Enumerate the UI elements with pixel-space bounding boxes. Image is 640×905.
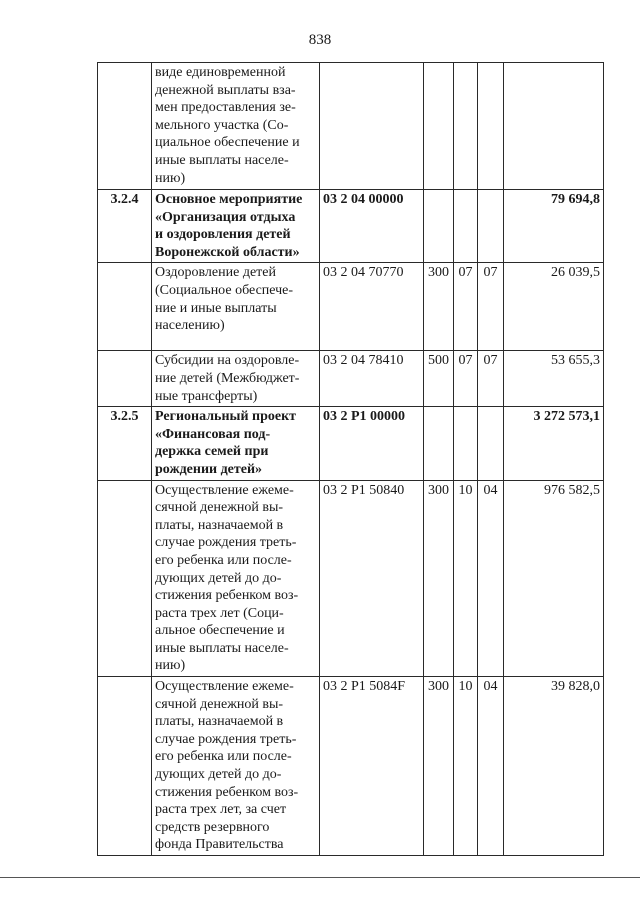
row-name-line: Основное мероприятие — [155, 192, 303, 207]
row-name-cell — [152, 407, 320, 480]
bottom-rule — [0, 877, 640, 878]
row-number-cell — [98, 480, 152, 677]
row-name-line: (Социальное обеспече- — [155, 282, 294, 298]
row-name-cell — [152, 190, 320, 263]
row-name-line: дующих детей до до- — [155, 767, 282, 783]
row-name-cell — [152, 677, 320, 856]
row-name-line: Воронежской области» — [155, 244, 300, 260]
expense-type-cell: 500 — [424, 351, 454, 407]
section-cell — [454, 63, 478, 190]
subsection-cell: 04 — [478, 480, 504, 677]
row-name-line: платы, назначаемой в — [155, 517, 284, 533]
table-row — [98, 480, 604, 677]
amount-cell: 3 272 573,1 — [504, 407, 604, 480]
row-name-line: мен предоставления зе- — [155, 100, 296, 116]
row-name-line: фонда Правительства — [155, 837, 284, 853]
budget-code-cell — [320, 63, 424, 190]
expense-type-cell: 300 — [424, 480, 454, 677]
row-name-line: сячной денежной вы- — [155, 696, 284, 712]
row-name-line: держка семей при — [155, 444, 269, 460]
amount-cell — [504, 63, 604, 190]
expense-type-cell — [424, 190, 454, 263]
page-number: 838 — [308, 32, 332, 48]
subsection-cell: 07 — [478, 351, 504, 407]
row-name-line: Осуществление ежеме- — [155, 679, 294, 695]
row-name-line: раста трех лет (Соци- — [155, 605, 284, 621]
row-name-line: ные трансферты) — [155, 388, 258, 404]
row-name-line: Оздоровление детей — [155, 265, 276, 281]
row-name-line: случае рождения треть- — [155, 535, 297, 551]
row-name-cell — [152, 63, 320, 190]
section-cell: 07 — [454, 351, 478, 407]
amount-cell: 79 694,8 — [504, 190, 604, 263]
row-number-cell — [98, 351, 152, 407]
row-name-cell — [152, 480, 320, 677]
budget-code-cell: 03 2 04 70770 — [320, 263, 424, 351]
row-name-line: денежной выплаты вза- — [155, 82, 296, 98]
table-row — [98, 351, 604, 407]
row-name-line: Субсидии на оздоровле- — [155, 353, 300, 369]
row-name-line: мельного участка (Со- — [155, 117, 289, 133]
row-name-line: виде единовременной — [155, 65, 286, 80]
row-name-line: нию) — [155, 658, 186, 674]
row-name-line: стижения ребенком воз- — [155, 588, 299, 604]
table-row — [98, 63, 604, 190]
row-number-cell — [98, 677, 152, 856]
row-name-cell — [152, 351, 320, 407]
row-name-line: платы, назначаемой в — [155, 714, 284, 730]
subsection-cell — [478, 407, 504, 480]
budget-code-cell: 03 2 P1 00000 — [320, 407, 424, 480]
row-name-line: ние детей (Межбюджет- — [155, 370, 300, 386]
row-name-line: иные выплаты населе- — [155, 152, 289, 168]
amount-cell: 976 582,5 — [504, 480, 604, 677]
section-cell: 10 — [454, 677, 478, 856]
row-name-line: иные выплаты населе- — [155, 640, 289, 656]
row-name-line: Осуществление ежеме- — [155, 482, 294, 498]
budget-code-cell: 03 2 04 78410 — [320, 351, 424, 407]
subsection-cell — [478, 190, 504, 263]
row-name-line: Региональный проект — [155, 409, 297, 425]
section-cell — [454, 407, 478, 480]
subsection-cell — [478, 63, 504, 190]
row-name-line: сячной денежной вы- — [155, 500, 284, 516]
row-number-cell: 3.2.5 — [98, 407, 152, 480]
row-number-cell: 3.2.4 — [98, 190, 152, 263]
budget-table — [97, 62, 604, 856]
row-name-line: рождении детей» — [155, 461, 263, 477]
amount-cell: 39 828,0 — [504, 677, 604, 856]
subsection-cell: 04 — [478, 677, 504, 856]
row-number-cell — [98, 63, 152, 190]
row-name-line: «Финансовая под- — [155, 426, 271, 442]
row-name-line: населению) — [155, 318, 225, 334]
row-number-cell — [98, 263, 152, 351]
row-name-line: и оздоровления детей — [155, 227, 291, 243]
row-name-line: «Организация отдыха — [155, 209, 296, 225]
budget-code-cell: 03 2 P1 5084F — [320, 677, 424, 856]
row-name-line: средств резервного — [155, 819, 270, 835]
row-name-line: альное обеспечение и — [155, 623, 285, 639]
row-name-line: циальное обеспечение и — [155, 135, 300, 151]
expense-type-cell — [424, 63, 454, 190]
amount-cell: 26 039,5 — [504, 263, 604, 351]
table-row — [98, 407, 604, 480]
table-row — [98, 263, 604, 351]
expense-type-cell: 300 — [424, 263, 454, 351]
budget-code-cell: 03 2 P1 50840 — [320, 480, 424, 677]
table-body — [98, 63, 604, 856]
row-name-cell — [152, 263, 320, 351]
expense-type-cell: 300 — [424, 677, 454, 856]
row-name-line: его ребенка или после- — [155, 552, 292, 568]
row-name-line: ние и иные выплаты — [155, 300, 277, 316]
section-cell: 10 — [454, 480, 478, 677]
amount-cell: 53 655,3 — [504, 351, 604, 407]
table-row — [98, 190, 604, 263]
expense-type-cell — [424, 407, 454, 480]
subsection-cell: 07 — [478, 263, 504, 351]
section-cell — [454, 190, 478, 263]
row-name-line: стижения ребенком воз- — [155, 784, 299, 800]
row-name-line: случае рождения треть- — [155, 731, 297, 747]
row-name-line: дующих детей до до- — [155, 570, 282, 586]
row-name-line: нию) — [155, 170, 186, 186]
section-cell: 07 — [454, 263, 478, 351]
row-name-line: раста трех лет, за счет — [155, 802, 287, 818]
row-name-line: его ребенка или после- — [155, 749, 292, 765]
budget-code-cell: 03 2 04 00000 — [320, 190, 424, 263]
table-row — [98, 677, 604, 856]
